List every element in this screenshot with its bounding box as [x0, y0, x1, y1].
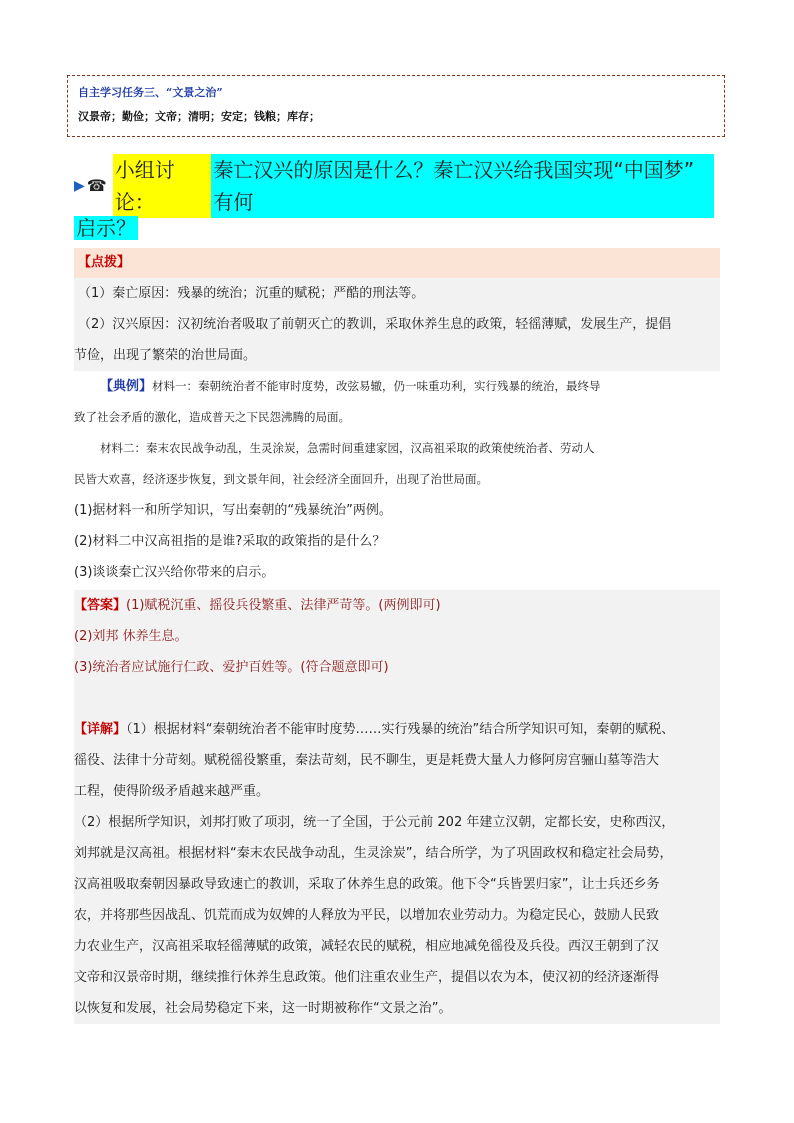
- dianbo-line2b: 节俭，出现了繁荣的治世局面。: [74, 348, 257, 363]
- answer-label: 【答案】: [74, 598, 127, 613]
- dianli-question1: (1)据材料一和所学知识，写出秦朝的“残暴统治”两例。: [74, 503, 392, 518]
- dianli-label: 【典例】: [100, 379, 153, 394]
- answer-line1: 【答案】(1)赋税沉重、摇役兵役繁重、法律严苛等。(两例即可): [74, 598, 441, 613]
- detail-p2f: 文帝和汉景帝时期，继续推行休养生息政策。他们注重农业生产，提倡以农为本，使汉初的经济逐渐得: [74, 970, 660, 985]
- dianli-question3: (3)谈谈秦亡汉兴给你带来的启示。: [74, 565, 275, 580]
- task-keywords: 汉景帝；勤俭；文帝；清明；安定；钱粮；库存；: [78, 110, 320, 123]
- detail-section: [74, 714, 720, 1024]
- detail-p1a: 【详解】（1）根据材料“秦朝统治者不能审时度势……实行残暴的统治”结合所学知识可知，秦朝的赋税、: [74, 722, 675, 737]
- detail-p2a: （2）根据所学知识，刘邦打败了项羽，统一了全国，于公元前 202 年建立汉朝，定都长安，史称西汉，: [74, 815, 675, 830]
- detail-p1c: 工程，使得阶级矛盾越来越严重。: [74, 784, 270, 799]
- dianbo-header: [74, 248, 720, 278]
- telephone-icon: ☎: [86, 176, 107, 195]
- detail-p2e: 力农业生产，汉高祖采取轻徭薄赋的政策，减轻农民的赋税，相应地减免徭役及兵役。西汉王朝到了汉: [74, 939, 660, 954]
- detail-p2c: 汉高祖吸取秦朝因暴政导致速亡的教训，采取了休养生息的政策。他下令“兵皆罢归家”，让士兵还乡务: [74, 877, 660, 892]
- dianbo-body: [74, 278, 720, 371]
- answer-line3: (3)统治者应试施行仁政、爱护百姓等。(符合题意即可): [74, 660, 389, 675]
- detail-p2b: 刘邦就是汉高祖。根据材料“秦末农民战争动乱，生灵涂炭”，结合所学，为了巩固政权和稳定社会局势，: [74, 846, 673, 861]
- dianli-material2b: 民皆大欢喜，经济逐步恢复，到文景年间，社会经济全面回升，出现了治世局面。: [74, 472, 488, 486]
- dianli-material2a: 材料二：秦末农民战争动乱，生灵涂炭，急需时间重建家园，汉高祖采取的政策使统治者、劳动人: [100, 441, 595, 455]
- discussion-question-part2: 启示？: [76, 216, 136, 240]
- detail-p2g: 以恢复和发展，社会局势稳定下来，这一时期被称作“文景之治”。: [74, 1001, 452, 1016]
- dianli-section: [74, 371, 720, 588]
- answer-blank: [74, 683, 720, 714]
- dianbo-label: 【点拨】: [78, 255, 131, 270]
- dianli-question2: (2)材料二中汉高祖指的是谁?采取的政策指的是什么？: [74, 534, 386, 549]
- discussion-prefix: 小组讨论：: [113, 154, 212, 218]
- detail-p1b: 徭役、法律十分苛刻。赋税徭役繁重，秦法苛刻，民不聊生，更是耗费大量人力修阿房宫骊山墓等浩大: [74, 753, 660, 768]
- dianbo-line1: （1）秦亡原因：残暴的统治；沉重的赋税；严酷的刑法等。: [78, 286, 425, 301]
- dianli-material1b: 致了社会矛盾的激化，造成普天之下民怨沸腾的局面。: [74, 410, 350, 424]
- detail-label: 【详解】: [74, 722, 127, 737]
- discussion-question-part1: 秦亡汉兴的原因是什么？秦亡汉兴给我国实现“中国梦” 有何: [211, 154, 714, 218]
- detail-p2d: 农，并将那些因战乱、饥荒而成为奴婢的人释放为平民，以增加农业劳动力。为稳定民心，鼓励人民致: [74, 908, 660, 923]
- discussion-heading: [74, 158, 714, 244]
- answer-line2: (2)刘邦 休养生息。: [74, 629, 188, 644]
- dianbo-line2a: （2）汉兴原因：汉初统治者吸取了前朝灭亡的教训，采取休养生息的政策，轻徭薄赋，发展生产，提倡: [78, 317, 672, 332]
- dianli-material1a: 【典例】材料一：秦朝统治者不能审时度势，改弦易辙，仍一味重功利，实行残暴的统治，最终导: [100, 379, 601, 394]
- triangle-arrow-icon: ▶: [74, 178, 85, 194]
- task-box: [67, 75, 725, 137]
- task-title: 自主学习任务三、“文景之治”: [78, 86, 223, 99]
- answer-section: [74, 590, 720, 714]
